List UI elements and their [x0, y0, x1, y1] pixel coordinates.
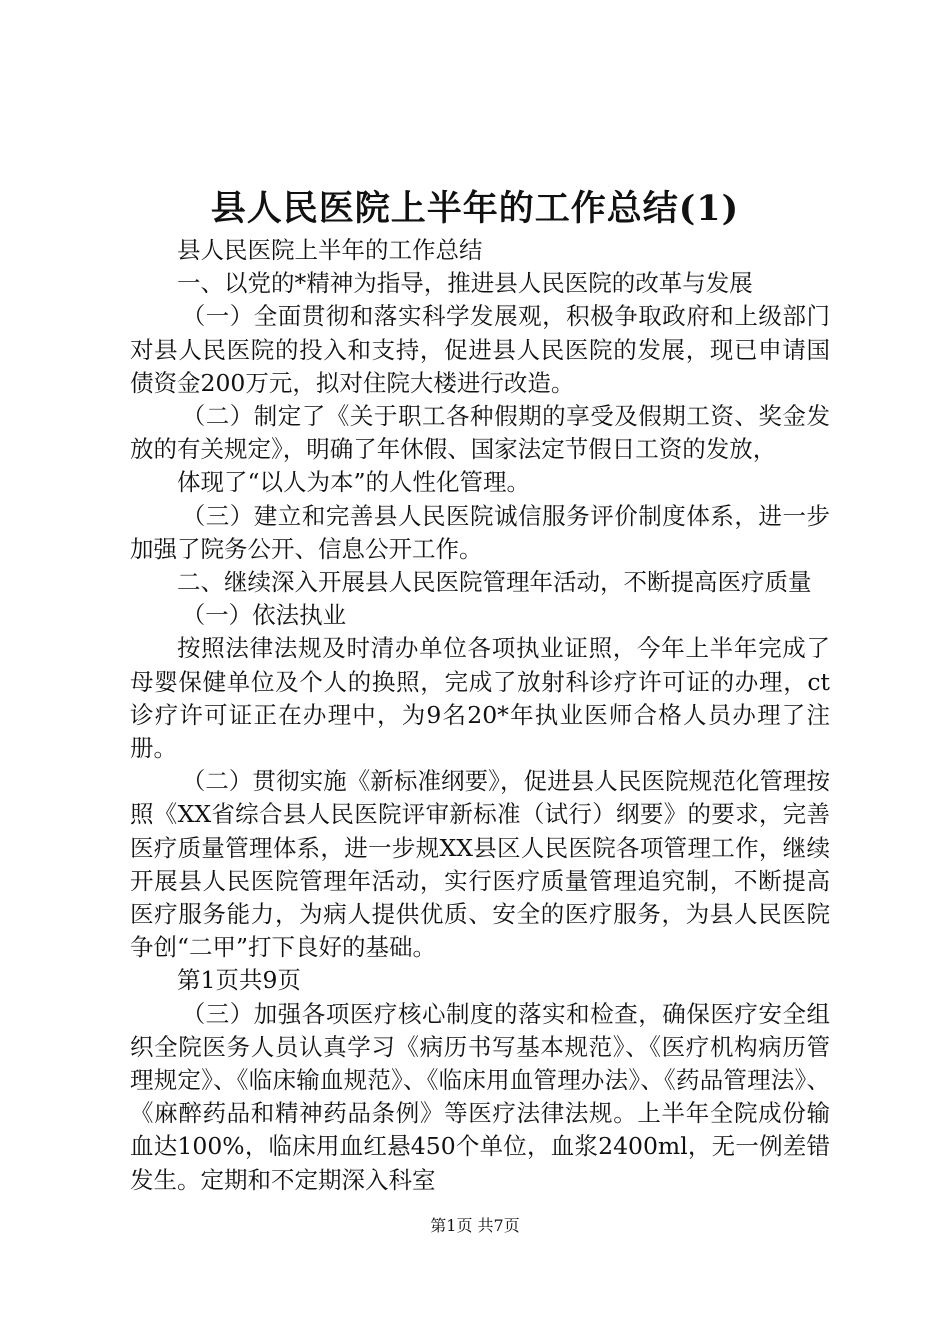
body-paragraph: （二）贯彻实施《新标准纲要》，促进县人民医院规范化管理按照《XX省综合县人民医院评审新标准（试行）纲要》的要求，完善医疗质量管理体系，进一步规XX县区人民医院各项管理工作，继续开展县人民医院管理年活动，实行医疗质量管理追究制，不断提高医疗服务能力，为病人提供优质、安全的医疗服务，为县人民医院争创“二甲”打下良好的基础。: [130, 767, 830, 962]
inline-page-marker: 第1页共9页: [177, 966, 301, 995]
body-paragraph: （一）全面贯彻和落实科学发展观，积极争取政府和上级部门对县人民医院的投入和支持，促进县人民医院的发展，现已申请国债资金200万元，拟对住院大楼进行改造。: [130, 302, 830, 397]
subsection-heading: （一）依法执业: [181, 601, 347, 630]
page-footer: 第1页 共7页: [430, 1216, 520, 1235]
body-paragraph: 县人民医院上半年的工作总结: [177, 236, 483, 264]
body-paragraph: 体现了“以人为本”的人性化管理。: [177, 468, 531, 497]
document-body: [130, 234, 830, 1197]
section-heading: 一、以党的*精神为指导，推进县人民医院的改革与发展: [177, 269, 753, 298]
body-paragraph: （三）建立和完善县人民医院诚信服务评价制度体系，进一步加强了院务公开、信息公开工作。: [130, 501, 830, 563]
body-paragraph: （三）加强各项医疗核心制度的落实和检查，确保医疗安全组织全院医务人员认真学习《病历书写基本规范》、《医疗机构病历管理规定》、《临床输血规范》、《临床用血管理办法》、《药品管理法》、《麻醉药品和精神药品条例》等医疗法律法规。上半年全院成份输血达100%，临床用血红悬450个单位，血浆2400ml，无一例差错发生。定期和不定期深入科室: [130, 999, 830, 1194]
document-title: 县人民医院上半年的工作总结(1): [210, 188, 740, 229]
body-paragraph: 按照法律法规及时清办单位各项执业证照，今年上半年完成了母婴保健单位及个人的换照，完成了放射科诊疗许可证的办理，ct诊疗许可证正在办理中，为9名20*年执业医师合格人员办理了注册。: [130, 634, 830, 763]
body-paragraph: （二）制定了《关于职工各种假期的享受及假期工资、奖金发放的有关规定》，明确了年休假、国家法定节假日工资的发放，: [130, 402, 830, 464]
section-heading: 二、继续深入开展县人民医院管理年活动，不断提高医疗质量: [177, 568, 812, 597]
